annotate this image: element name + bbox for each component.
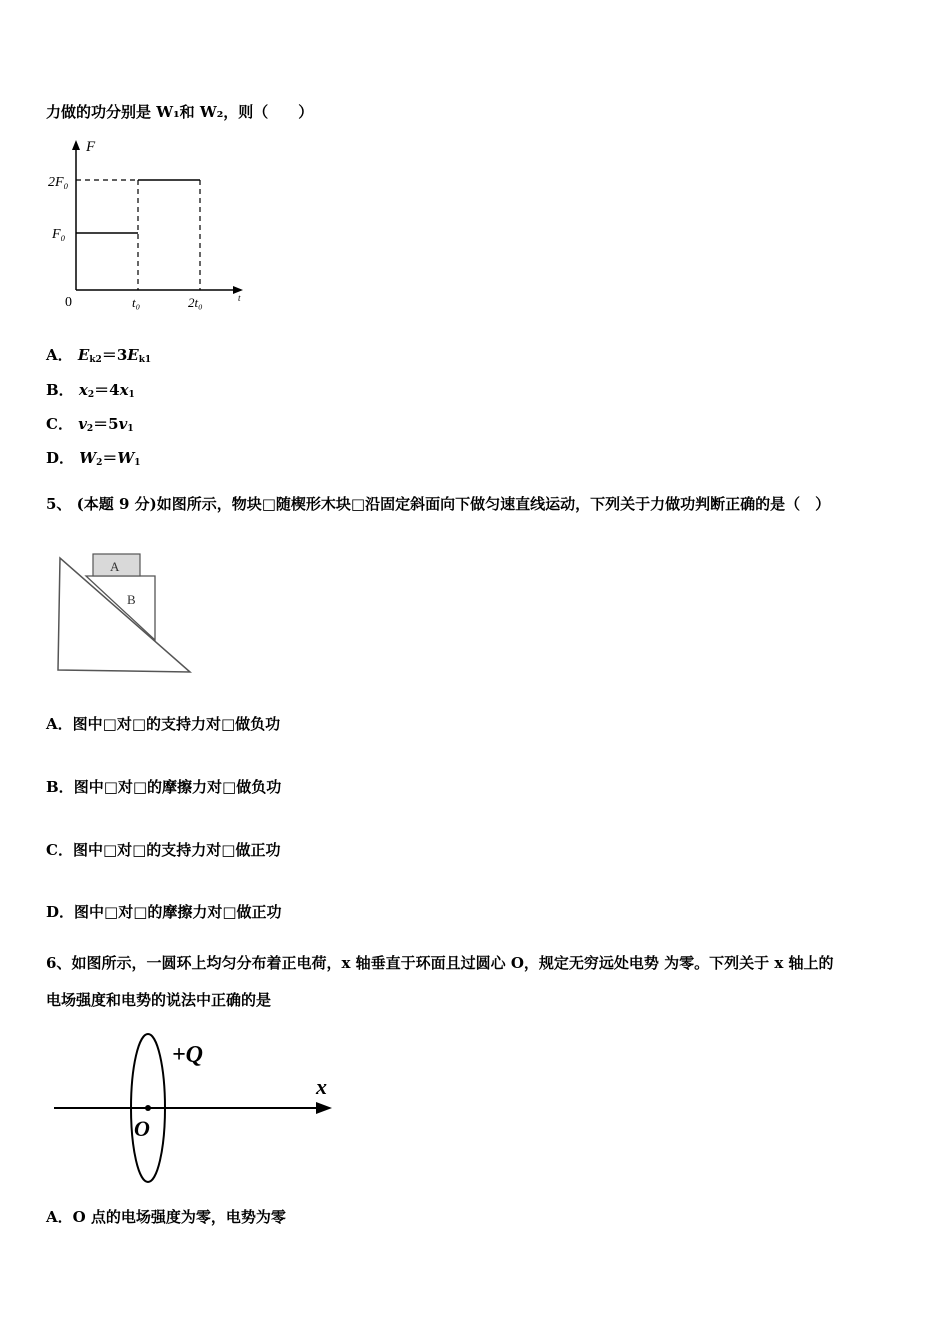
y-tick-2f0: 2F₀	[48, 175, 69, 190]
q4-option-d: D． $W_2=W_1$	[46, 449, 141, 468]
force-time-graph	[40, 135, 255, 315]
y-axis-label: F	[86, 139, 96, 155]
origin-label: O	[134, 1116, 150, 1141]
q5-option-c: C．图中□对□的支持力对□做正功	[46, 841, 281, 859]
charge-label: +Q	[172, 1042, 204, 1068]
intro-text: 力做的功分别是 W₁和 W₂，则（ ）	[46, 103, 314, 121]
q6-stem-line1: 6、如图所示，一圆环上均匀分布着正电荷，x 轴垂直于环面且过圆心 O，规定无穷远处电势 为零。下列关于 x 轴上的	[46, 954, 834, 972]
x-axis-label: t	[238, 293, 241, 303]
x-tick-t0: t₀	[132, 295, 141, 310]
q5-stem: 5、 (本题 9 分)如图所示，物块□随楔形木块□沿固定斜面向下做匀速直线运动，下列关于力做功判断正确的是（ ）	[46, 495, 831, 513]
charged-ring-figure	[50, 1030, 350, 1190]
q6-option-a: A．O 点的电场强度为零，电势为零	[46, 1208, 286, 1226]
block-b-label: B	[127, 592, 136, 607]
q4-option-a: A． $E_{k2}=3E_{k1}$	[46, 346, 152, 365]
q6-stem-line2: 电场强度和电势的说法中正确的是	[46, 991, 272, 1009]
x-tick-0: 0	[65, 295, 72, 310]
axis-label-x: x	[316, 1074, 327, 1099]
wedge-block-figure	[50, 548, 200, 678]
q5-option-b: B．图中□对□的摩擦力对□做负功	[46, 778, 282, 796]
q5-option-a: A．图中□对□的支持力对□做负功	[46, 715, 281, 733]
q4-option-b: B． $x_2=4x_1$	[46, 381, 135, 400]
q5-option-d: D．图中□对□的摩擦力对□做正功	[46, 903, 282, 921]
y-tick-f0: F₀	[52, 227, 66, 242]
x-tick-2t0: 2t₀	[188, 295, 203, 310]
q4-option-c: C． $v_2=5v_1$	[46, 415, 134, 434]
block-a-label: A	[110, 559, 120, 574]
